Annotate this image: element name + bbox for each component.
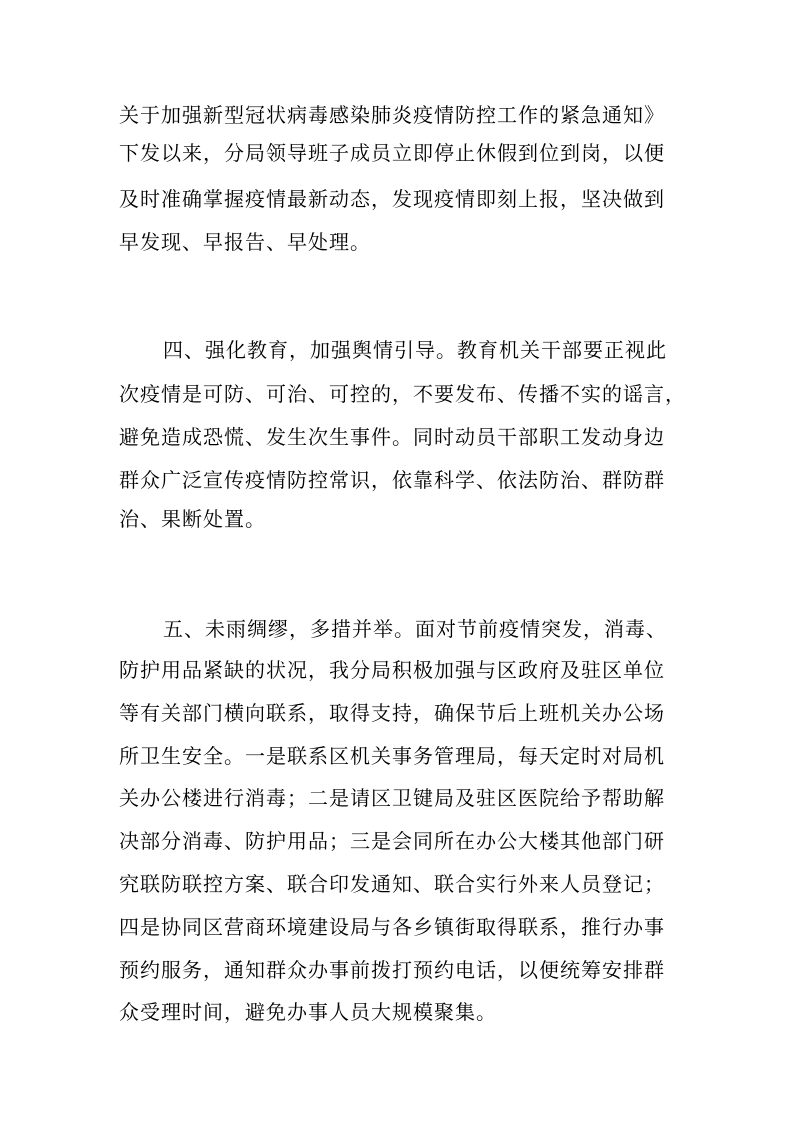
- paragraph-3-line-10: 众受理时间，避免办事人员大规模聚集。: [119, 1000, 497, 1024]
- paragraph-3-line-2: 防护用品紧缺的状况，我分局积极加强与区政府及驻区单位: [119, 658, 665, 682]
- paragraph-2-line-5: 治、果断处置。: [119, 507, 266, 531]
- paragraph-1-line-4: 早发现、早报告、早处理。: [119, 230, 371, 254]
- paragraph-3-line-1: 五、未雨绸缪，多措并举。面对节前疫情突发，消毒、: [163, 617, 667, 641]
- paragraph-1-line-2: 下发以来，分局领导班子成员立即停止休假到位到岗，以便: [119, 141, 665, 165]
- paragraph-2-line-4: 群众广泛宣传疫情防控常识，依靠科学、依法防治、群防群: [119, 468, 665, 492]
- paragraph-3-line-5: 关办公楼进行消毒；二是请区卫键局及驻区医院给予帮助解: [119, 786, 665, 810]
- paragraph-1-line-3: 及时准确掌握疫情最新动态，发现疫情即刻上报，坚决做到: [119, 187, 665, 211]
- paragraph-3-line-7: 究联防联控方案、联合印发通知、联合实行外来人员登记；: [119, 872, 665, 896]
- paragraph-2-line-3: 避免造成恐慌、发生次生事件。同时动员干部职工发动身边: [119, 425, 665, 449]
- paragraph-2-line-2: 次疫情是可防、可治、可控的，不要发布、传播不实的谣言，: [119, 382, 686, 406]
- paragraph-3-line-3: 等有关部门横向联系，取得支持，确保节后上班机关办公场: [119, 701, 665, 725]
- paragraph-3-line-4: 所卫生安全。一是联系区机关事务管理局，每天定时对局机: [119, 744, 665, 768]
- paragraph-1-line-1: 关于加强新型冠状病毒感染肺炎疫情防控工作的紧急通知》: [119, 103, 665, 127]
- paragraph-3-line-8: 四是协同区营商环境建设局与各乡镇街取得联系，推行办事: [119, 915, 665, 939]
- paragraph-2-line-1: 四、强化教育，加强舆情引导。教育机关干部要正视此: [163, 338, 667, 362]
- paragraph-3-line-6: 决部分消毒、防护用品；三是会同所在办公大楼其他部门研: [119, 829, 665, 853]
- paragraph-3-line-9: 预约服务，通知群众办事前拨打预约电话，以便统筹安排群: [119, 958, 665, 982]
